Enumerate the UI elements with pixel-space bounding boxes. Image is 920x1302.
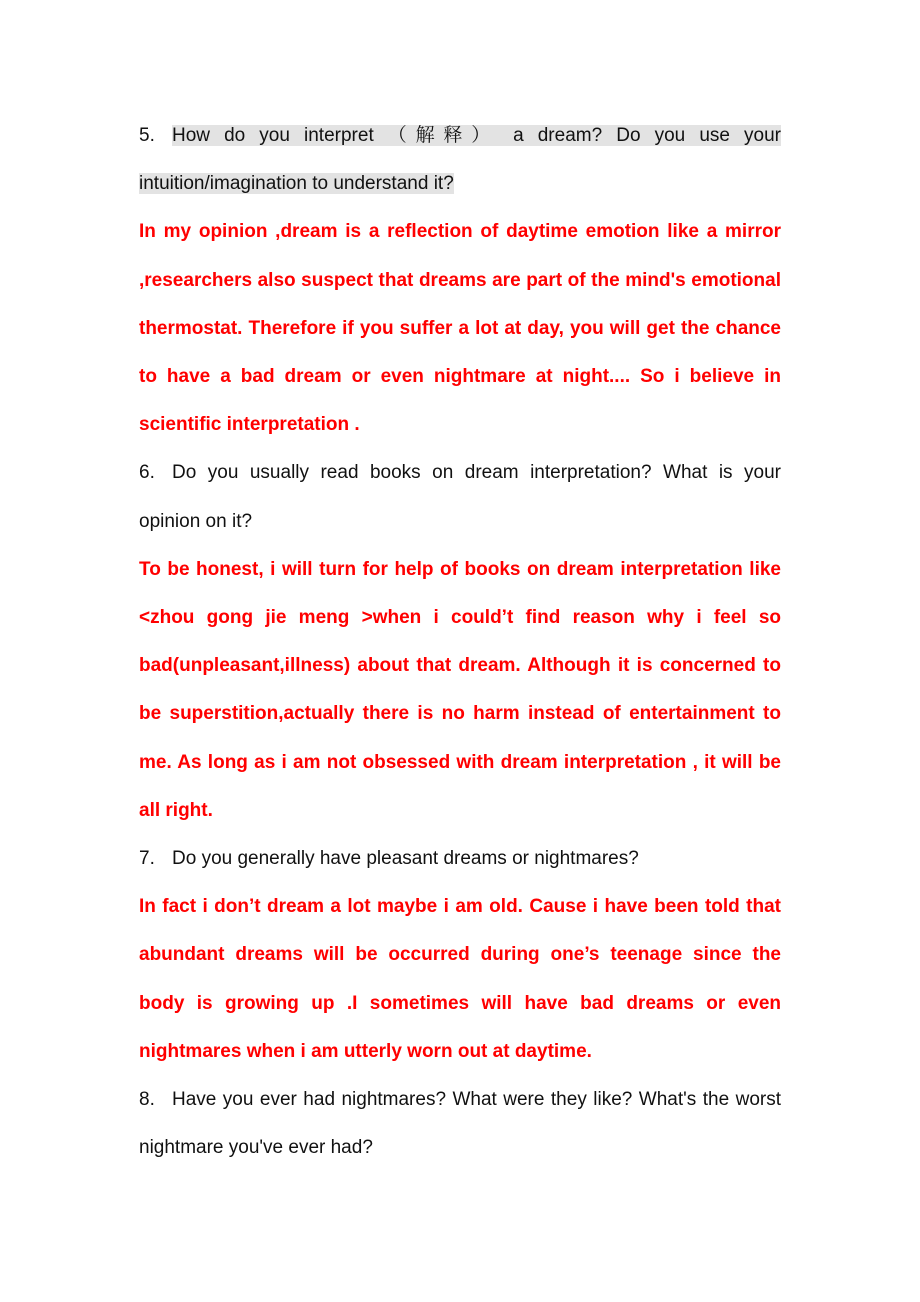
question-7 [139,835,781,883]
question-number: 6. [139,462,155,484]
question-text: Have you ever had nightmares? What were they like? What's the worst nightmare you've ever had? [139,1089,781,1159]
question-number: 7. [139,848,155,870]
question-8 [139,1076,781,1172]
question-text-highlighted: How do you interpret （解释） a dream? Do you use your intuition/imagination to understand it? [139,125,781,195]
document-page [139,112,781,1172]
answer-7: In fact i don’t dream a lot maybe i am old. Cause i have been told that abundant dreams will be occurred during one’s teenage since the body is growing up .I sometimes will have bad dreams or even nightmares when i am utterly worn out at daytime. [139,896,781,1062]
question-6 [139,449,781,545]
question-text: Do you generally have pleasant dreams or nightmares? [172,848,639,870]
answer-5: In my opinion ,dream is a reflection of daytime emotion like a mirror ,researchers also suspect that dreams are part of the mind's emotional thermostat. Therefore if you suffer a lot at day, you will get the chance to have a bad dream or even nightmare at night.... So i believe in scientific interpretation . [139,221,781,436]
question-number: 8. [139,1089,155,1111]
question-text: Do you usually read books on dream interpretation? What is your opinion on it? [139,462,781,532]
question-number: 5. [139,125,155,146]
question-5 [139,112,781,208]
answer-6: To be honest, i will turn for help of books on dream interpretation like <zhou gong jie meng >when i could’t find reason why i feel so bad(unpleasant,illness) about that dream. Although it is concerned to be superstition,actually there is no harm instead of entertainment to me. As long as i am not obsessed with dream interpretation , it will be all right. [139,558,781,821]
